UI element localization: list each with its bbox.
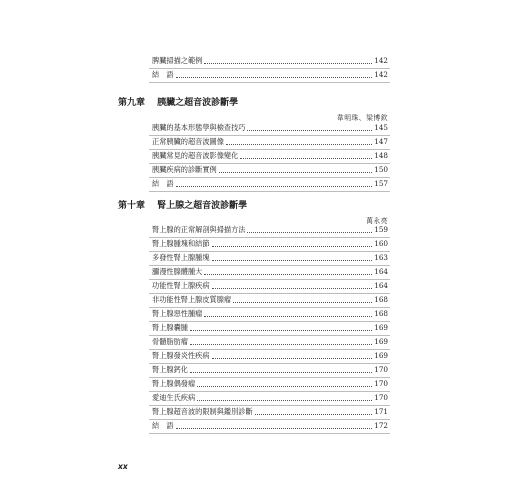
dot-leader — [212, 246, 372, 247]
toc-entry-page: 164 — [374, 267, 388, 276]
toc-entry — [152, 336, 388, 348]
chapter-number: 第十章 — [118, 201, 146, 211]
toc-entry — [152, 406, 388, 418]
toc-entry-title: 結 語 — [152, 70, 174, 79]
toc-entry — [152, 178, 388, 190]
toc-entry-title: 愛迪生氏疾病 — [152, 393, 196, 402]
toc-entry-title: 腎上腺發炎性疾病 — [152, 351, 210, 360]
dot-leader — [247, 130, 372, 131]
toc-entry — [152, 280, 388, 292]
toc-entry — [152, 252, 388, 264]
chapter-title: 腎上腺之超音波診斷學 — [157, 201, 248, 211]
toc-entry-page: 169 — [374, 351, 388, 360]
dot-leader — [255, 414, 372, 415]
dot-leader — [190, 330, 372, 331]
toc-entry-title: 非功能性腎上腺皮質腺瘤 — [152, 295, 232, 304]
toc-entry-title: 正常胰臟的超音波圖像 — [152, 137, 224, 146]
row-divider — [149, 191, 390, 192]
toc-entry-title: 腎上腺腫塊和結節 — [152, 239, 210, 248]
toc-entry — [152, 69, 388, 81]
toc-entry-page: 163 — [374, 253, 388, 262]
toc-entry — [152, 322, 388, 334]
dot-leader — [176, 186, 372, 187]
dot-leader — [190, 344, 372, 345]
toc-entry-page: 142 — [374, 56, 388, 65]
toc-entry-title: 結 語 — [152, 179, 174, 188]
toc-entry-title: 功能性腎上腺疾病 — [152, 281, 210, 290]
dot-leader — [197, 400, 372, 401]
dot-leader — [233, 302, 372, 303]
toc-entry — [152, 350, 388, 362]
dot-leader — [212, 260, 372, 261]
chapter-authors: 萬永亮 — [366, 217, 388, 225]
toc-entry-page: 169 — [374, 323, 388, 332]
dot-leader — [176, 428, 372, 429]
dot-leader — [176, 77, 372, 78]
toc-entry — [152, 238, 388, 250]
toc-entry-title: 胰臟疾病的診斷實例 — [152, 165, 217, 174]
dot-leader — [204, 274, 372, 275]
dot-leader — [212, 358, 372, 359]
toc-entry — [152, 136, 388, 148]
toc-entry-page: 145 — [374, 123, 388, 132]
chapter-number: 第九章 — [118, 98, 146, 108]
toc-entry-page: 147 — [374, 137, 388, 146]
toc-entry-page: 170 — [374, 379, 388, 388]
dot-leader — [240, 158, 372, 159]
toc-entry-title: 骨髓脂肪瘤 — [152, 337, 188, 346]
dot-leader — [226, 144, 372, 145]
dot-leader — [212, 288, 372, 289]
toc-entry-title: 瀰漫性腺體腫大 — [152, 267, 203, 276]
chapter-title: 胰臟之超音波診斷學 — [157, 98, 239, 108]
toc-entry — [152, 294, 388, 306]
dot-leader — [190, 372, 372, 373]
toc-entry-title: 腎上腺鈣化 — [152, 365, 188, 374]
toc-entry — [152, 164, 388, 176]
toc-entry-page: 164 — [374, 281, 388, 290]
toc-entry-title: 腎上腺超音波的限制與鑑別診斷 — [152, 407, 253, 416]
toc-entry — [152, 364, 388, 376]
chapter-heading — [118, 200, 247, 212]
toc-entry-page: 157 — [374, 179, 388, 188]
dot-leader — [197, 386, 372, 387]
toc-entry — [152, 55, 388, 67]
toc-entry-page: 148 — [374, 151, 388, 160]
toc-entry-page: 170 — [374, 393, 388, 402]
toc-entry-page: 142 — [374, 70, 388, 79]
dot-leader — [247, 232, 372, 233]
toc-entry — [152, 266, 388, 278]
toc-entry-title: 胰臟的基本形態學與檢查技巧 — [152, 123, 246, 132]
toc-entry-page: 169 — [374, 337, 388, 346]
chapter-heading — [118, 97, 238, 109]
toc-entry — [152, 308, 388, 320]
toc-entry-title: 多發性腎上腺腫塊 — [152, 253, 210, 262]
toc-entry-page: 150 — [374, 165, 388, 174]
toc-entry-page: 171 — [374, 407, 388, 416]
chapter-authors: 韋明珠、梁博欽 — [336, 114, 388, 122]
toc-entry-title: 腎上腺的正常解剖與掃描方法 — [152, 225, 246, 234]
dot-leader — [219, 172, 372, 173]
toc-entry-page: 168 — [374, 309, 388, 318]
toc-entry-page: 159 — [374, 225, 388, 234]
toc-entry-title: 胰臟常見的超音波影像變化 — [152, 151, 239, 160]
toc-entry-title: 腎上腺囊腫 — [152, 323, 188, 332]
toc-entry-title: 結 語 — [152, 421, 174, 430]
toc-entry-title: 腎上腺偶發瘤 — [152, 379, 196, 388]
dot-leader — [204, 316, 372, 317]
toc-entry-title: 腎上腺惡性腫瘤 — [152, 309, 203, 318]
toc-entry-title: 脾臟掃描之範例 — [152, 56, 203, 65]
toc-entry — [152, 122, 388, 134]
toc-entry-page: 168 — [374, 295, 388, 304]
toc-entry — [152, 392, 388, 404]
page-folio: xx — [118, 462, 128, 471]
toc-entry — [152, 420, 388, 432]
toc-entry — [152, 224, 388, 236]
toc-entry-page: 160 — [374, 239, 388, 248]
dot-leader — [204, 63, 372, 64]
row-divider — [149, 433, 390, 434]
toc-entry-page: 170 — [374, 365, 388, 374]
row-divider — [149, 82, 390, 83]
toc-entry — [152, 150, 388, 162]
toc-entry — [152, 378, 388, 390]
toc-entry-page: 172 — [374, 421, 388, 430]
